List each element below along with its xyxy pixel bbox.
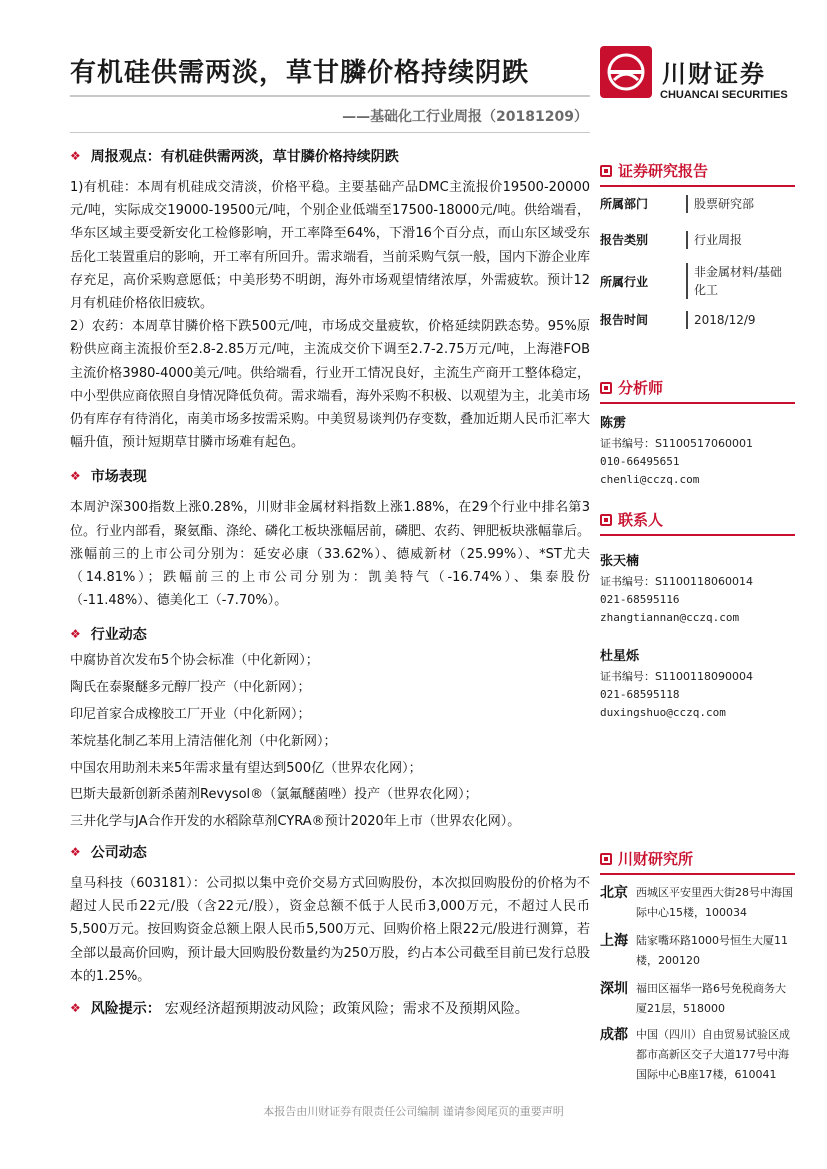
- section-marker-icon: [600, 382, 612, 394]
- section-company-label: 公司动态: [90, 845, 147, 862]
- section-industry-label: 行业动态: [90, 627, 147, 644]
- office-city: 上海: [600, 933, 628, 949]
- list-item: 苯烷基化制乙苯用上清洁催化剂（中化新网）；: [70, 733, 337, 749]
- diamond-bullet-icon: ❖: [70, 469, 81, 484]
- office-address: 福田区福华一路6号免税商务大厦21层，518000: [636, 982, 786, 1015]
- section-market-label: 市场表现: [90, 469, 147, 486]
- info-label: 报告时间: [600, 313, 649, 327]
- contact-cert: 证书编号：S1100118090004: [600, 670, 753, 683]
- contact-phone: 021-68595116: [600, 593, 680, 606]
- contacts-head: 联系人: [600, 509, 795, 530]
- risk-label: 风险提示：: [90, 1001, 161, 1018]
- company-para: 皇马科技（603181）：公司拟以集中竞价交易方式回购股份，本次拟回购股份的价格为不超过人民币22元/股（含22元/股），资金总额不低于人民币3,000万元，不超过人民币5,500万元。按回购资金总额上限人民币5,500万元、回购价格上限22元/股进行测算，若全部以最高价回购，预计最大回购股份数量约为250万股，约占本公司截至目前已发行总股本的1.25%。: [70, 876, 590, 984]
- analyst-email[interactable]: chenli@cczq.com: [600, 473, 700, 486]
- section-divider: [600, 873, 795, 875]
- office-address: 西城区平安里西大街28号中海国际中心15楼，100034: [636, 886, 793, 919]
- viewpoint-para-pesticide: 2）农药：本周草甘膦价格下跌500元/吨，市场成交量疲软，价格延续阴跌态势。95%原粉供应商主流报价至2.8-2.85万元/吨，主流成交价下调至2.7-2.75万元/吨，上海港FOB主流价格3980-4000美元/吨。供给端看，行业开工情况良好，主流生产商开工整体稳定，中小型供应商依照自身情况降低负荷。需求端看，海外采购不积极、以观望为主，北美市场仍有库存有待消化，南美市场多按需采购。中美贸易谈判仍存变数，叠加近期人民币汇率大幅升值，预计短期草甘膦市场难有起色。: [70, 319, 591, 451]
- info-label: 报告类别: [600, 233, 649, 247]
- report-subtitle: ——基础化工行业周报（20181209）: [342, 109, 588, 125]
- main-content: [70, 146, 590, 1018]
- diamond-bullet-icon: ❖: [70, 149, 81, 163]
- section-viewpoint-label: 周报观点：有机硅供需两淡，草甘膦价格持续阴跌: [90, 149, 399, 165]
- info-row-category: [600, 231, 795, 249]
- info-row-date: [600, 311, 795, 329]
- analyst-cert: 证书编号：S1100517060001: [600, 437, 753, 450]
- section-market-head: [70, 466, 590, 486]
- market-para: 本周沪深300指数上涨0.28%，川财非金属材料指数上涨1.88%，在29个行业中排名第3位。行业内部看，聚氨酯、涤纶、磷化工板块涨幅居前，磷肥、农药、钾肥板块涨幅靠后。涨幅前三的上市公司分别为：延安必康（33.62%）、德威新材（25.99%）、*ST尤夫（14.81%）；跌幅前三的上市公司分别为：凯美特气（-16.74%）、集泰股份（-11.48%）、德美化工（-7.70%）。: [70, 500, 591, 609]
- analyst-name: 陈雳: [600, 416, 627, 431]
- info-label: 所属行业: [600, 274, 649, 289]
- contact-email[interactable]: zhangtiannan@cczq.com: [600, 611, 740, 624]
- report-info-head: 证券研究报告: [600, 160, 795, 181]
- section-viewpoint-head: [70, 146, 590, 166]
- sidebar: [600, 160, 795, 1085]
- contact-name: 张天楠: [600, 554, 640, 569]
- info-label: 所属部门: [600, 197, 649, 211]
- risk-text: 宏观经济超预期波动风险；政策风险；需求不及预期风险。: [164, 1001, 529, 1018]
- office-city: 成都: [600, 1027, 628, 1043]
- section-divider: [600, 534, 795, 536]
- office-chengdu: [600, 1025, 795, 1085]
- diamond-bullet-icon: ❖: [70, 1001, 81, 1016]
- subtitle-rule: [70, 132, 590, 133]
- info-row-industry: [600, 263, 795, 299]
- contact-email[interactable]: duxingshuo@cczq.com: [600, 706, 726, 719]
- office-address: 陆家嘴环路1000号恒生大厦11楼，200120: [636, 934, 788, 967]
- section-marker-icon: [600, 165, 612, 177]
- logo-emblem-icon: [600, 46, 652, 98]
- info-value: 非金属材料/基础化工: [686, 263, 786, 299]
- office-city: 深圳: [600, 981, 628, 997]
- info-row-department: [600, 195, 795, 213]
- contact-name: 杜星烁: [600, 649, 640, 664]
- page-footer: 本报告由川财证券有限责任公司编制 谨请参阅尾页的重要声明: [263, 1105, 564, 1118]
- section-divider: [600, 185, 795, 187]
- list-item: 三井化学与JA合作开发的水稻除草剂CYRA®预计2020年上市（世界农化网）。: [70, 814, 521, 830]
- analyst-phone: 010-66495651: [600, 455, 680, 468]
- logo-name-en: CHUANCAI SECURITIES: [660, 89, 788, 101]
- info-value: 行业周报: [686, 231, 742, 249]
- office-address: 中国（四川）自由贸易试验区成都市高新区交子大道177号中海国际中心B座17楼，610041: [636, 1028, 790, 1081]
- office-beijing: [600, 883, 795, 923]
- section-divider: [600, 402, 795, 404]
- office-city: 北京: [600, 885, 628, 901]
- company-logo: [600, 46, 800, 106]
- section-marker-icon: [600, 514, 612, 526]
- industry-news-list: [70, 648, 590, 836]
- office-shenzhen: [600, 979, 795, 1019]
- list-item: 印尼首家合成橡胶工厂开业（中化新网）；: [70, 707, 311, 723]
- viewpoint-para-silicone: 1)有机硅：本周有机硅成交清淡，价格平稳。主要基础产品DMC主流报价19500-20000元/吨，实际成交19000-19500元/吨，个别企业低端至17500-18000元/吨。供给端看，华东区域主要受新安化工检修影响，开工率降至64%，下滑16个百分点，而山东区域受东岳化工装置重启的影响，开工率有所回升。需求端看，当前采购气氛一般，国内下游企业库存充足，高价采购意愿低；中美形势不明朗，海外市场观望情绪浓厚，外需疲软。预计12月有机硅价格依旧疲软。: [70, 180, 591, 312]
- section-company-head: [70, 842, 590, 862]
- section-marker-icon: [600, 853, 612, 865]
- contact-cert: 证书编号：S1100118060014: [600, 575, 753, 588]
- risk-warning: [70, 998, 590, 1018]
- list-item: 巴斯夫最新创新杀菌剂Revysol®（氯氟醚菌唑）投产（世界农化网）；: [70, 787, 478, 803]
- contact-phone: 021-68595118: [600, 688, 680, 701]
- logo-name-cn: 川财证券: [662, 60, 766, 88]
- report-title: 有机硅供需两淡，草甘膦价格持续阴跌: [70, 58, 530, 88]
- title-rule: [70, 95, 590, 97]
- info-value: 2018/12/9: [686, 311, 756, 329]
- diamond-bullet-icon: ❖: [70, 627, 81, 642]
- diamond-bullet-icon: ❖: [70, 845, 81, 860]
- office-shanghai: [600, 931, 795, 971]
- list-item: 中腐协首次发布5个协会标准（中化新网）；: [70, 653, 319, 669]
- info-value: 股票研究部: [686, 195, 754, 213]
- list-item: 中国农用助剂未来5年需求量有望达到500亿（世界农化网）；: [70, 760, 422, 776]
- list-item: 陶氏在泰聚醚多元醇厂投产（中化新网）；: [70, 680, 311, 696]
- analyst-head: 分析师: [600, 377, 795, 398]
- section-industry-head: [70, 624, 590, 644]
- offices-head: 川财研究所: [600, 848, 795, 869]
